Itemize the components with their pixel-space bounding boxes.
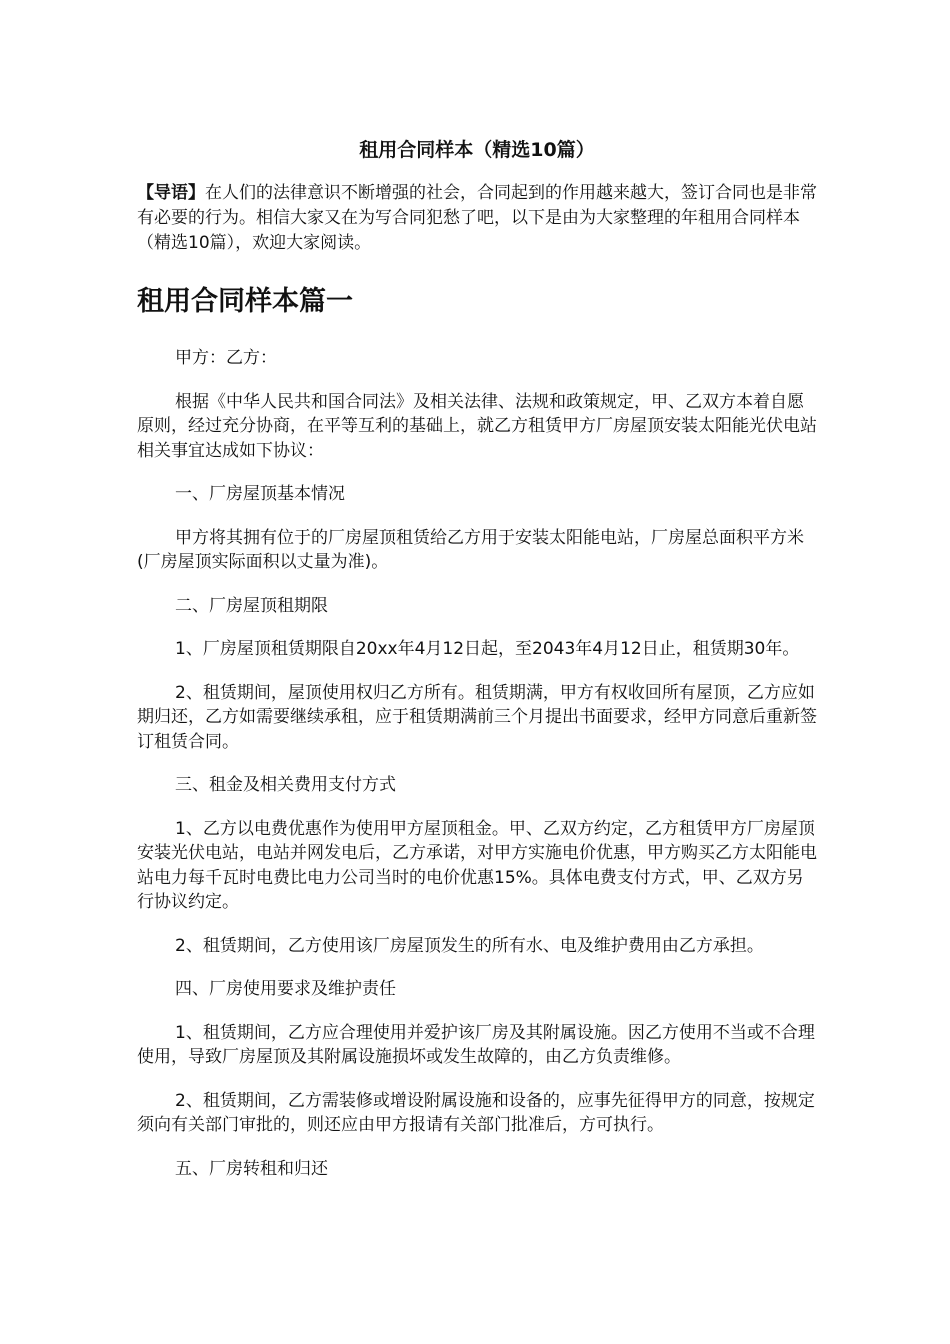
paragraph-4-2: 2、租赁期间，乙方需装修或增设附属设施和设备的，应事先征得甲方的同意，按规定须向有关部门审批的，则还应由甲方报请有关部门批准后，方可执行。 <box>137 1090 815 1135</box>
document-title: 租用合同样本（精选10篇） <box>359 139 595 161</box>
clause-heading-2: 二、厂房屋顶租期限 <box>175 595 328 616</box>
paragraph-4-1: 1、租赁期间，乙方应合理使用并爱护该厂房及其附属设施。因乙方使用不当或不合理使用，导致厂房屋顶及其附属设施损坏或发生故障的，由乙方负责维修。 <box>137 1022 815 1067</box>
paragraph-3-1: 1、乙方以电费优惠作为使用甲方屋顶租金。甲、乙双方约定，乙方租赁甲方厂房屋顶安装光伏电站，电站并网发电后，乙方承诺，对甲方实施电价优惠，甲方购买乙方太阳能电站电力每千瓦时电费比电力公司当时的电价优惠15%。具体电费支付方式，甲、乙双方另行协议约定。 <box>137 818 817 912</box>
clause-heading-4: 四、厂房使用要求及维护责任 <box>175 979 396 999</box>
clause-heading-1: 一、厂房屋顶基本情况 <box>175 484 345 504</box>
paragraph-parties: 甲方：乙方： <box>175 348 277 368</box>
paragraph-preamble: 根据《中华人民共和国合同法》及相关法律、法规和政策规定，甲、乙双方本着自愿原则，经过充分协商，在平等互利的基础上，就乙方租赁甲方厂房屋顶安装太阳能光伏电站相关事宜达成如下协议： <box>137 391 817 461</box>
intro-tag: 【导语】 <box>137 183 205 203</box>
clause-heading-3: 三、租金及相关费用支付方式 <box>175 775 396 795</box>
paragraph-1: 甲方将其拥有位于的厂房屋顶租赁给乙方用于安装太阳能电站，厂房屋总面积平方米(厂房屋顶实际面积以丈量为准)。 <box>137 527 804 572</box>
intro-text: 在人们的法律意识不断增强的社会，合同起到的作用越来越大，签订合同也是非常有必要的行为。相信大家又在为写合同犯愁了吧，以下是由为大家整理的年租用合同样本（精选10篇），欢迎大家阅读。 <box>137 183 817 253</box>
section-heading: 租用合同样本篇一 <box>137 286 353 317</box>
paragraph-2-1: 1、厂房屋顶租赁期限自20xx年4月12日起，至2043年4月12日止，租赁期30年。 <box>175 639 800 659</box>
paragraph-3-2: 2、租赁期间，乙方使用该厂房屋顶发生的所有水、电及维护费用由乙方承担。 <box>175 935 764 956</box>
document-body <box>137 137 817 1181</box>
clause-heading-5: 五、厂房转租和归还 <box>175 1158 328 1179</box>
intro-paragraph <box>137 181 817 256</box>
paragraph-2-2: 2、租赁期间，屋顶使用权归乙方所有。租赁期满，甲方有权收回所有屋顶，乙方应如期归还，乙方如需要继续承租，应于租赁期满前三个月提出书面要求，经甲方同意后重新签订租赁合同。 <box>137 682 817 752</box>
